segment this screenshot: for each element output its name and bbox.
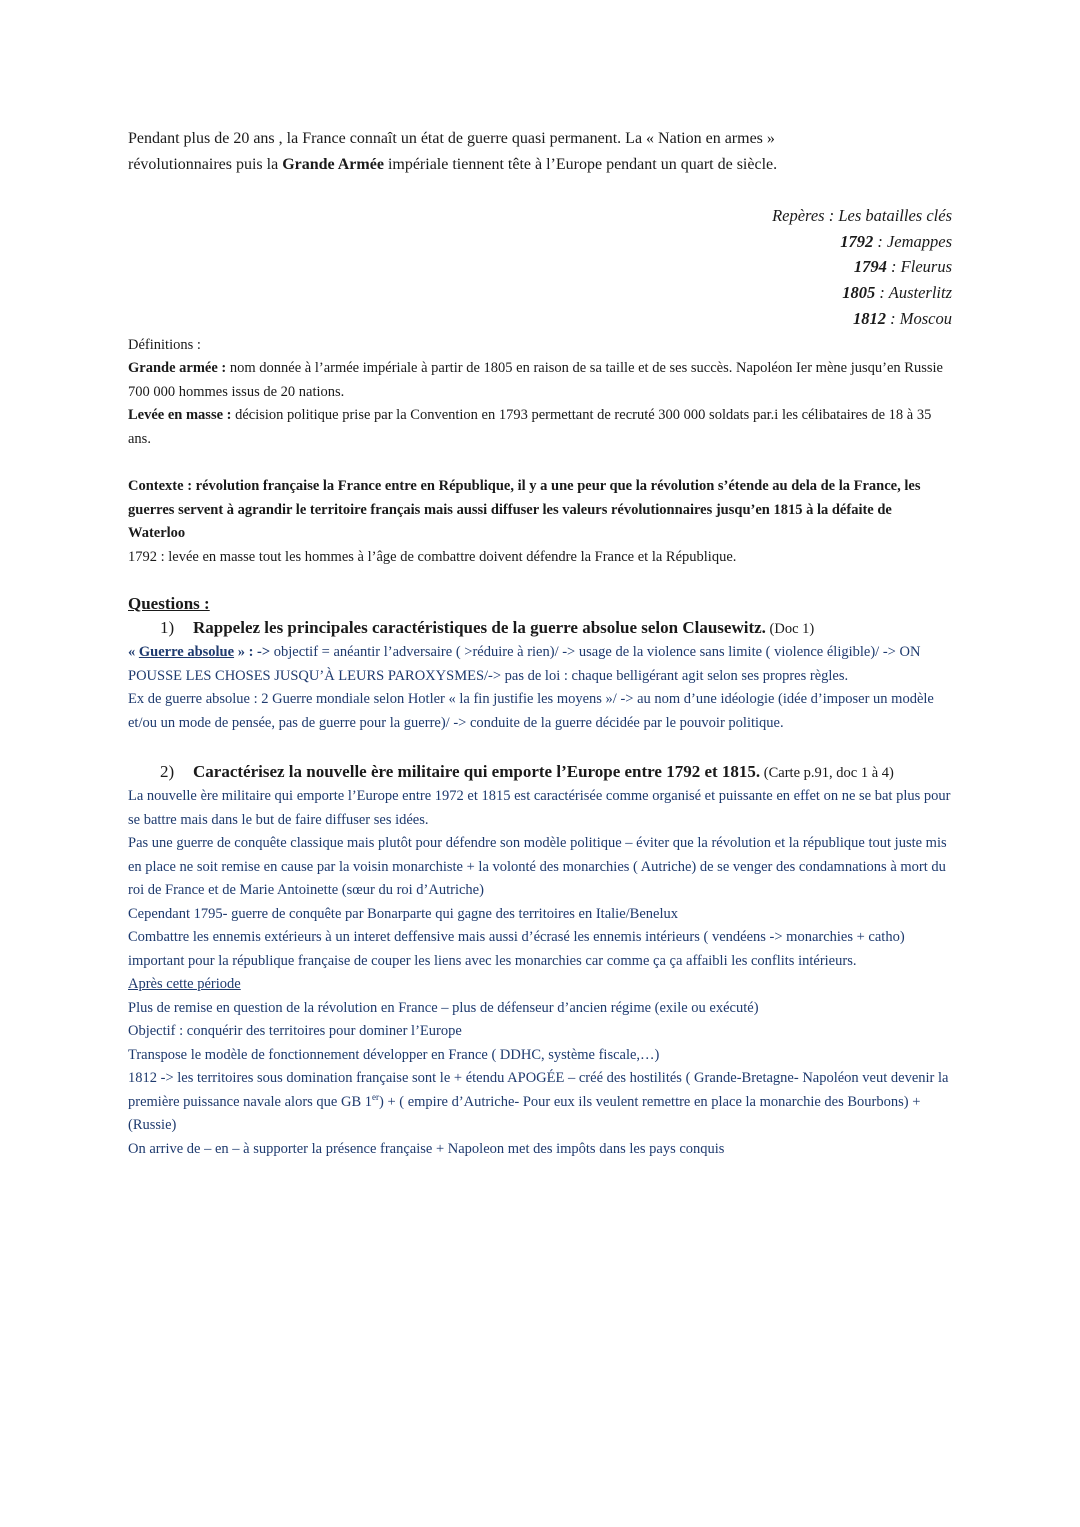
answer-1 [128,641,952,735]
question-2: 2) Caractérisez la nouvelle ère militaire qui emporte l’Europe entre 1792 et 1815. (Carte p.91, doc 1 à 4) [160,762,894,782]
context-block [128,475,952,569]
definition-grande-armee: Grande armée : nom donnée à l’armée impériale à partir de 1805 en raison de sa taille et de ses succès. Napoléon Ier mène jusqu’en Russie 700 000 hommes issus de 20 nations. [128,360,943,400]
answer-2-para-4: Combattre les ennemis extérieurs à un interet deffensive mais aussi d’écrasé les ennemis intérieurs ( vendéens -> monarchies + catho) important pour la république française de couper les liens avec les monarchies car comme ça ça affaibli les conflits intérieurs. [128,929,905,969]
context-text: Contexte : révolution française la France entre en République, il y a une peur que la révolution s’étende au dela de la France, les guerres servent à agrandir le territoire français mais aussi diffuser les valeurs révolutionnaires jusqu’en 1815 à la défaite de Waterloo [128,478,921,542]
answer-2-para-7: Transpose le modèle de fonctionnement développer en France ( DDHC, système fiscale,…) [128,1046,660,1063]
intro-paragraph [128,126,952,178]
answer-1-para-2: Ex de guerre absolue : 2 Guerre mondiale selon Hotler « la fin justifie les moyens »/ -> au nom d’une idéologie (idée d’imposer un modèle et/ou un mode de pensée, pas de guerre pour la guerre)/ -> conduite de la guerre décidée par le pouvoir politique. [128,691,934,731]
answer-2-para-1: La nouvelle ère militaire qui emporte l’Europe entre 1972 et 1815 est caractérisée comme organisé et puissante en effet on ne se bat plus pour se battre mais dans le but de faire diffuser ses idées. [128,788,951,828]
answer-2-para-5: Plus de remise en question de la révolution en France – plus de défenseur d’ancien régime (exile ou exécuté) [128,999,759,1016]
repere-item: 1805 : Austerlitz [842,283,952,303]
answer-2-para-3: Cependant 1795- guerre de conquête par Bonarparte qui gagne des territoires en Italie/Benelux [128,905,678,922]
reperes-block [128,203,952,332]
context-levee-line: 1792 : levée en masse tout les hommes à l’âge de combattre doivent défendre la France et la République. [128,548,737,565]
answer-2-para-8: 1812 -> les territoires sous domination française sont le + étendu APOGÉE – créé des hostilités ( Grande-Bretagne- Napoléon veut devenir la première puissance navale alors que GB 1er) + ( empire d’Autriche- Pour eux ils veulent remettre en place la monarchie des Bourbons) + (Russie) [128,1070,949,1134]
definitions-block [128,334,952,452]
answer-2-para-6: Objectif : conquérir des territoires pour dominer l’Europe [128,1023,462,1040]
repere-item: 1812 : Moscou [853,308,952,328]
answer-2-para-9: On arrive de – en – à supporter la présence française + Napoleon met des impôts dans les pays conquis [128,1140,725,1157]
repere-item: 1794 : Fleurus [853,257,952,277]
definition-levee-en-masse: Levée en masse : décision politique prise par la Convention en 1793 permettant de recruté 300 000 soldats par.i les célibataires de 18 à 35 ans. [128,407,932,447]
answer-2-para-2: Pas une guerre de conquête classique mais plutôt pour défendre son modèle politique – éviter que la révolution et la république tout juste mis en place ne soit remise en cause par la voisin monarchiste + la volonté des monarchies ( Autriche) de se venger des condamnations à mort du roi de France et de Marie Antoinette (sœur du roi d’Autriche) [128,835,947,899]
intro-line-2a: révolutionnaires puis la [128,156,283,173]
document-page [128,126,952,1161]
repere-item: 1792 : Jemappes [840,231,952,251]
intro-grande-armee: Grande Armée [282,156,384,173]
question-1: 1) Rappelez les principales caractéristiques de la guerre absolue selon Clausewitz. (Doc 1) [160,618,815,638]
after-period-heading: Après cette période [128,976,241,993]
questions-title: Questions : [128,594,210,614]
guerre-absolue-term: Guerre absolue [138,644,235,661]
intro-line-2b: impériale tiennent tête à l’Europe pendant un quart de siècle. [383,156,778,173]
reperes-title: Repères : Les batailles clés [772,206,952,225]
intro-line-1: Pendant plus de 20 ans , la France connaît un état de guerre quasi permanent. La « Nation en armes » [128,130,775,147]
definitions-heading: Définitions : [128,336,201,353]
answer-2 [128,785,952,1161]
answer-1-para-1: « Guerre absolue » : -> objectif = anéantir l’adversaire ( >réduire à rien)/ -> usage de la violence sans limite ( violence éligible)/ -> ON POUSSE LES CHOSES JUSQU’À LEURS PAROXYSMES/-> pas de loi : chaque belligérant agit selon ses propres règles. [128,644,921,684]
